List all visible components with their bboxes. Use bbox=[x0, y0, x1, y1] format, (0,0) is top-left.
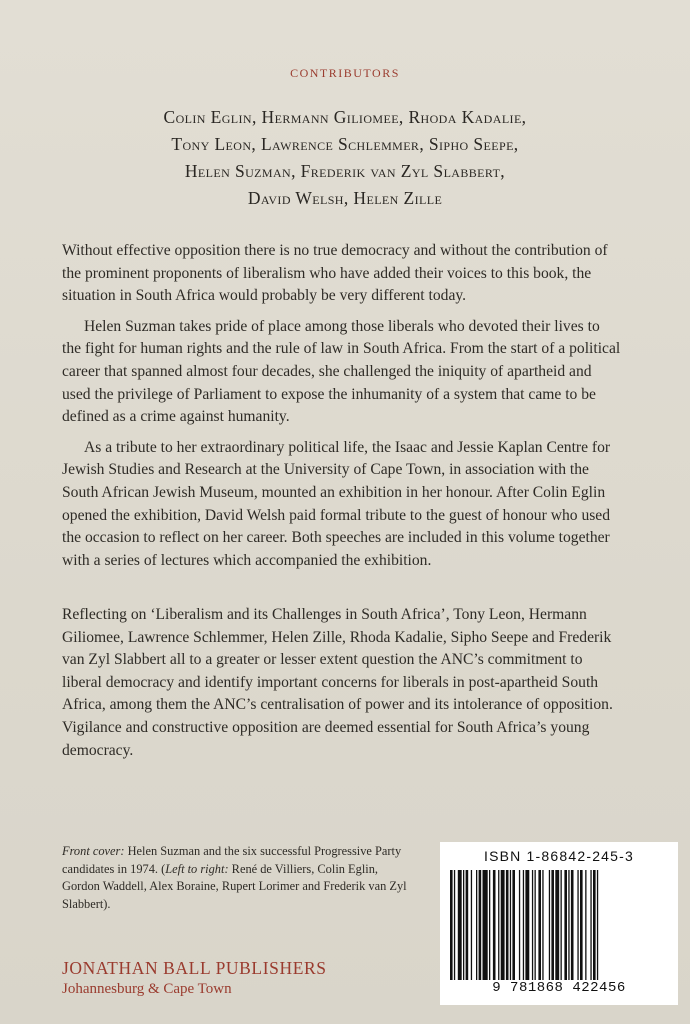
contributors-line: Helen Suzman, Frederik van Zyl Slabbert, bbox=[184, 161, 506, 181]
blurb-paragraph: As a tribute to her extraordinary political life, the Isaac and Jessie Kaplan Centre for Jewish Studies and Research at the University of Cape Town, in association with the South African Jewish Museum, mounted an exhibition in her honour. After Colin Eglin opened the exhibition, David Welsh paid formal tribute to the guest of honour who used the occasion to reflect on her career. Both speeches are included in this volume together with a series of lectures which accompanied the exhibition. bbox=[62, 438, 611, 569]
front-cover-caption bbox=[62, 843, 412, 913]
caption-text: Helen Suzman and the six successful Progressive Party candidates in 1974. ( bbox=[62, 844, 402, 876]
contributors-list bbox=[60, 104, 630, 212]
blurb-paragraph: Reflecting on ‘Liberalism and its Challenges in South Africa’, Tony Leon, Hermann Giliomee, Lawrence Schlemmer, Helen Zille, Rhoda Kadalie, Sipho Seepe and Frederik van Zyl Slabbert all to a greater or lesser extent question the ANC’s commitment to liberal democracy and identify important concerns for liberals in post-apartheid South Africa, among them the ANC’s centralisation of power and its intolerance of opposition. Vigilance and constructive opposition are deemed essential for South Africa’s young democracy. bbox=[62, 606, 613, 759]
isbn-label: ISBN 1-86842-245-3 bbox=[483, 848, 634, 864]
blurb-paragraph: Helen Suzman takes pride of place among those liberals who devoted their lives to the fight for human rights and the rule of law in South Africa. From the start of a political career that spanned almost four decades, she challenged the iniquity of apartheid and used the privilege of Parliament to expose the inhumanity of a system that came to be defined as a crime against humanity. bbox=[62, 317, 621, 426]
publisher-location: Johannesburg & Cape Town bbox=[62, 981, 232, 997]
publisher-imprint bbox=[62, 958, 412, 998]
contributors-heading: CONTRIBUTORS bbox=[290, 66, 400, 80]
caption-text: René de Villiers, Colin Eglin, Gordon Waddell, Alex Boraine, Rupert Lorimer and Frederik van Zyl Slabbert). bbox=[62, 861, 407, 911]
barcode-digits: 9 781868 422456 bbox=[492, 980, 626, 996]
blurb-summary bbox=[62, 604, 622, 770]
caption-left-to-right: Left to right: bbox=[165, 861, 229, 876]
contributors-line: Colin Eglin, Hermann Giliomee, Rhoda Kadalie, bbox=[163, 107, 527, 127]
blurb-intro bbox=[62, 240, 622, 580]
contributors-line: Tony Leon, Lawrence Schlemmer, Sipho Seepe, bbox=[171, 134, 519, 154]
isbn-barcode bbox=[440, 842, 678, 1005]
contributors-line: David Welsh, Helen Zille bbox=[247, 188, 443, 208]
publisher-name: JONATHAN BALL PUBLISHERS bbox=[62, 958, 327, 978]
blurb-paragraph: Without effective opposition there is no true democracy and without the contribution of the prominent proponents of liberalism who have added their voices to this book, the situation in South Africa would probably be very different today. bbox=[62, 242, 608, 305]
barcode-bars-icon bbox=[450, 870, 668, 980]
caption-label: Front cover: bbox=[62, 844, 125, 858]
